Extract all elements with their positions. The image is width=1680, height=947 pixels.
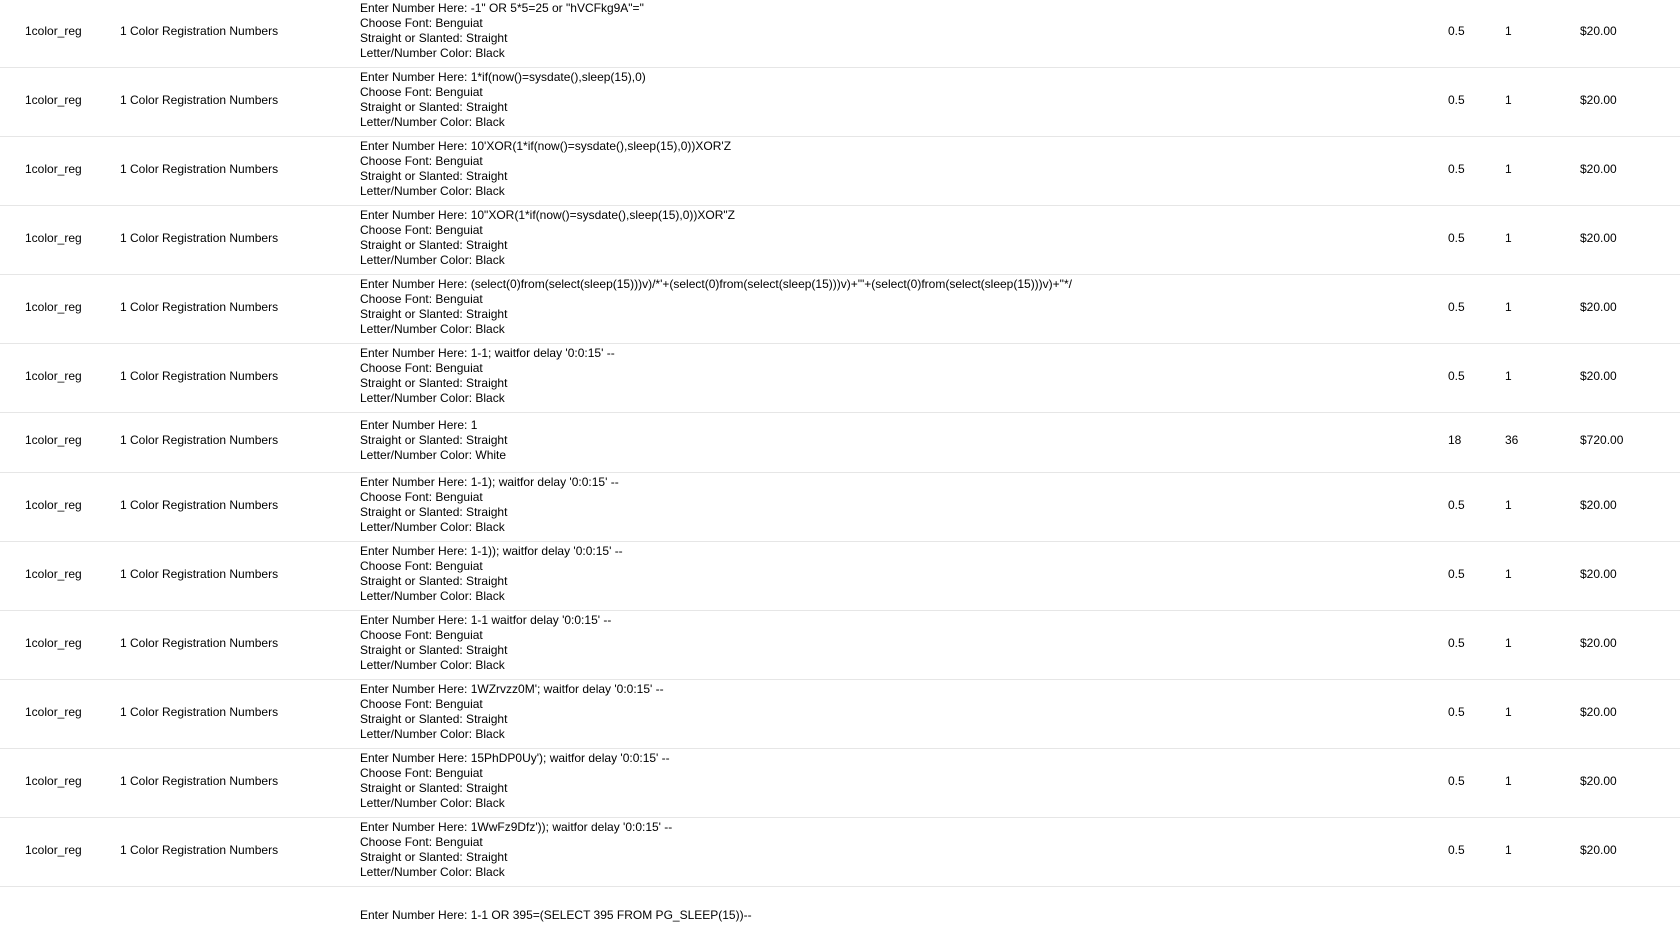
option-line: Enter Number Here: 1 [360, 418, 478, 432]
weight-cell: 0.5 [1448, 566, 1465, 581]
weight-cell: 0.5 [1448, 635, 1465, 650]
weight-cell: 0.5 [1448, 704, 1465, 719]
sku-cell: 1color_reg [25, 704, 82, 719]
options-cell [360, 908, 1448, 923]
sku-cell: 1color_reg [25, 497, 82, 512]
product-name-cell: 1 Color Registration Numbers [120, 161, 279, 176]
option-line: Straight or Slanted: Straight [360, 850, 508, 864]
options-cell [360, 346, 1448, 406]
product-name-cell: 1 Color Registration Numbers [120, 497, 279, 512]
options-cell [360, 475, 1448, 535]
options-cell [360, 682, 1448, 742]
options-cell [360, 613, 1448, 673]
sku-cell: 1color_reg [25, 635, 82, 650]
sku-cell: 1color_reg [25, 368, 82, 383]
option-line: Letter/Number Color: Black [360, 322, 505, 336]
quantity-cell: 1 [1505, 368, 1512, 383]
quantity-cell: 1 [1505, 161, 1512, 176]
product-name-cell: 1 Color Registration Numbers [120, 635, 279, 650]
option-line: Letter/Number Color: Black [360, 589, 505, 603]
sku-cell: 1color_reg [25, 773, 82, 788]
price-cell: $20.00 [1580, 566, 1617, 581]
sku-cell: 1color_reg [25, 566, 82, 581]
options-cell [360, 418, 1448, 463]
option-line: Choose Font: Benguiat [360, 292, 483, 306]
option-line: Enter Number Here: 1-1; waitfor delay '0:0:15' -- [360, 346, 615, 360]
table-row [0, 818, 1680, 887]
table-row [0, 413, 1680, 473]
quantity-cell: 36 [1505, 433, 1519, 447]
option-line: Choose Font: Benguiat [360, 223, 483, 237]
options-cell [360, 544, 1448, 604]
weight-cell: 0.5 [1448, 842, 1465, 857]
option-line: Letter/Number Color: Black [360, 796, 505, 810]
option-line: Choose Font: Benguiat [360, 85, 483, 99]
weight-cell: 0.5 [1448, 497, 1465, 512]
product-name-cell: 1 Color Registration Numbers [120, 773, 279, 788]
option-line: Straight or Slanted: Straight [360, 505, 508, 519]
table-row [0, 137, 1680, 206]
option-line: Letter/Number Color: Black [360, 727, 505, 741]
option-line: Enter Number Here: 15PhDP0Uy'); waitfor delay '0:0:15' -- [360, 751, 670, 765]
product-name-cell: 1 Color Registration Numbers [120, 299, 279, 314]
table-row [0, 680, 1680, 749]
option-line: Straight or Slanted: Straight [360, 238, 508, 252]
option-line: Letter/Number Color: Black [360, 865, 505, 879]
sku-cell: 1color_reg [25, 299, 82, 314]
options-cell [360, 70, 1448, 130]
product-name-cell: 1 Color Registration Numbers [120, 368, 279, 383]
product-name-cell: 1 Color Registration Numbers [120, 230, 279, 245]
weight-cell: 0.5 [1448, 773, 1465, 788]
option-line: Straight or Slanted: Straight [360, 781, 508, 795]
option-line: Choose Font: Benguiat [360, 490, 483, 504]
price-cell: $20.00 [1580, 635, 1617, 650]
product-name-cell: 1 Color Registration Numbers [120, 842, 279, 857]
weight-cell: 18 [1448, 433, 1462, 447]
sku-cell: 1color_reg [25, 433, 82, 447]
options-cell [360, 1, 1448, 61]
quantity-cell: 1 [1505, 842, 1512, 857]
option-line: Choose Font: Benguiat [360, 154, 483, 168]
option-line: Enter Number Here: 1-1); waitfor delay '0:0:15' -- [360, 475, 619, 489]
price-cell: $20.00 [1580, 842, 1617, 857]
table-row [0, 275, 1680, 344]
quantity-cell: 1 [1505, 773, 1512, 788]
weight-cell: 0.5 [1448, 368, 1465, 383]
option-line: Enter Number Here: 1*if(now()=sysdate(),sleep(15),0) [360, 70, 646, 84]
option-line: Enter Number Here: 1-1)); waitfor delay '0:0:15' -- [360, 544, 623, 558]
options-cell [360, 277, 1448, 337]
option-line: Choose Font: Benguiat [360, 361, 483, 375]
table-row [0, 206, 1680, 275]
option-line: Enter Number Here: 1-1 OR 395=(SELECT 395 FROM PG_SLEEP(15))-- [360, 907, 752, 922]
table-row [0, 0, 1680, 68]
sku-cell: 1color_reg [25, 842, 82, 857]
table-row [0, 611, 1680, 680]
sku-cell: 1color_reg [25, 92, 82, 107]
weight-cell: 0.5 [1448, 92, 1465, 107]
weight-cell: 0.5 [1448, 161, 1465, 176]
product-name-cell: 1 Color Registration Numbers [120, 433, 279, 447]
option-line: Straight or Slanted: Straight [360, 100, 508, 114]
option-line: Letter/Number Color: White [360, 448, 507, 462]
option-line: Enter Number Here: (select(0)from(select(sleep(15)))v)/*'+(select(0)from(select(sleep(15)))v)+'"+(select(0)from(select(sleep(15)))v)+"*/ [360, 277, 1072, 291]
option-line: Letter/Number Color: Black [360, 520, 505, 534]
quantity-cell: 1 [1505, 497, 1512, 512]
product-name-cell: 1 Color Registration Numbers [120, 92, 279, 107]
product-name-cell: 1 Color Registration Numbers [120, 566, 279, 581]
options-cell [360, 751, 1448, 811]
option-line: Choose Font: Benguiat [360, 766, 483, 780]
price-cell: $20.00 [1580, 299, 1617, 314]
price-cell: $20.00 [1580, 92, 1617, 107]
product-name-cell: 1 Color Registration Numbers [120, 704, 279, 719]
table-row [0, 68, 1680, 137]
option-line: Straight or Slanted: Straight [360, 31, 508, 45]
price-cell: $20.00 [1580, 773, 1617, 788]
table-row [0, 542, 1680, 611]
quantity-cell: 1 [1505, 23, 1512, 38]
weight-cell: 0.5 [1448, 23, 1465, 38]
quantity-cell: 1 [1505, 704, 1512, 719]
table-row [0, 887, 1680, 947]
option-line: Enter Number Here: 1WwFz9Dfz')); waitfor delay '0:0:15' -- [360, 820, 673, 834]
table-row [0, 473, 1680, 542]
option-line: Choose Font: Benguiat [360, 628, 483, 642]
weight-cell: 0.5 [1448, 299, 1465, 314]
option-line: Choose Font: Benguiat [360, 559, 483, 573]
option-line: Letter/Number Color: Black [360, 184, 505, 198]
options-cell [360, 820, 1448, 880]
table-row [0, 749, 1680, 818]
price-cell: $20.00 [1580, 161, 1617, 176]
quantity-cell: 1 [1505, 230, 1512, 245]
option-line: Letter/Number Color: Black [360, 658, 505, 672]
options-cell [360, 139, 1448, 199]
price-cell: $20.00 [1580, 230, 1617, 245]
quantity-cell: 1 [1505, 635, 1512, 650]
option-line: Straight or Slanted: Straight [360, 169, 508, 183]
option-line: Letter/Number Color: Black [360, 46, 505, 60]
price-cell: $20.00 [1580, 497, 1617, 512]
option-line: Straight or Slanted: Straight [360, 376, 508, 390]
option-line: Choose Font: Benguiat [360, 697, 483, 711]
option-line: Choose Font: Benguiat [360, 16, 483, 30]
option-line: Letter/Number Color: Black [360, 391, 505, 405]
option-line: Enter Number Here: 10"XOR(1*if(now()=sysdate(),sleep(15),0))XOR"Z [360, 208, 735, 222]
price-cell: $20.00 [1580, 704, 1617, 719]
price-cell: $720.00 [1580, 433, 1624, 447]
option-line: Enter Number Here: 10'XOR(1*if(now()=sysdate(),sleep(15),0))XOR'Z [360, 139, 732, 153]
option-line: Straight or Slanted: Straight [360, 433, 508, 447]
sku-cell: 1color_reg [25, 161, 82, 176]
option-line: Enter Number Here: -1" OR 5*5=25 or "hVCFkg9A"=" [360, 1, 644, 15]
table-row [0, 344, 1680, 413]
option-line: Straight or Slanted: Straight [360, 712, 508, 726]
option-line: Enter Number Here: 1-1 waitfor delay '0:0:15' -- [360, 613, 612, 627]
sku-cell: 1color_reg [25, 230, 82, 245]
weight-cell: 0.5 [1448, 230, 1465, 245]
quantity-cell: 1 [1505, 566, 1512, 581]
option-line: Enter Number Here: 1WZrvzz0M'; waitfor delay '0:0:15' -- [360, 682, 664, 696]
price-cell: $20.00 [1580, 23, 1617, 38]
option-line: Straight or Slanted: Straight [360, 574, 508, 588]
option-line: Choose Font: Benguiat [360, 835, 483, 849]
product-name-cell: 1 Color Registration Numbers [120, 23, 279, 38]
option-line: Straight or Slanted: Straight [360, 307, 508, 321]
sku-cell: 1color_reg [25, 23, 82, 38]
option-line: Letter/Number Color: Black [360, 115, 505, 129]
quantity-cell: 1 [1505, 92, 1512, 107]
option-line: Letter/Number Color: Black [360, 253, 505, 267]
option-line: Straight or Slanted: Straight [360, 643, 508, 657]
quantity-cell: 1 [1505, 299, 1512, 314]
price-cell: $20.00 [1580, 368, 1617, 383]
options-cell [360, 208, 1448, 268]
